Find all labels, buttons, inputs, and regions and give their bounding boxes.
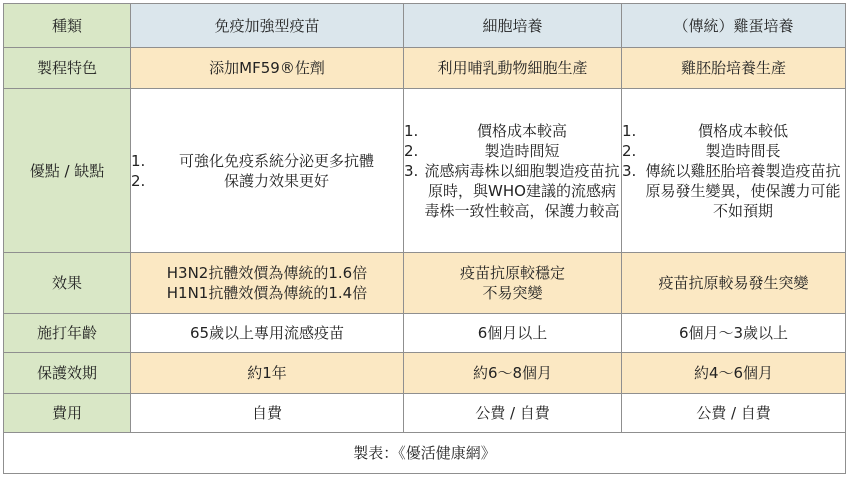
protection-adjuvanted: 約1年	[131, 353, 404, 394]
row-label-pros-cons: 優點 / 缺點	[4, 89, 131, 253]
row-label-age: 施打年齡	[4, 314, 131, 353]
pros-cons-list	[404, 121, 621, 221]
effect-line: 疫苗抗原較易發生突變	[658, 274, 809, 292]
table-row	[4, 48, 846, 89]
row-label-type: 種類	[4, 4, 131, 48]
protection-egg-based: 約4～6個月	[622, 353, 846, 394]
column-header-cell-culture: 細胞培養	[404, 4, 622, 48]
effect-line: 不易突變	[482, 284, 543, 302]
list-item: 2. 保護力效果更好	[131, 171, 329, 190]
effect-cell-culture	[404, 253, 622, 314]
effect-line: H3N2抗體效價為傳統的1.6倍	[166, 264, 368, 282]
table-row	[4, 253, 846, 314]
age-cell-culture: 6個月以上	[404, 314, 622, 353]
pros-cons-egg-based	[622, 89, 846, 253]
age-egg-based: 6個月～3歲以上	[622, 314, 846, 353]
list-item: 2. 製造時間短	[404, 141, 560, 160]
pros-cons-list	[622, 121, 845, 221]
table-credit: 製表：《優活健康網》	[4, 433, 846, 474]
column-header-adjuvanted: 免疫加強型疫苗	[131, 4, 404, 48]
header-row	[4, 4, 846, 48]
table-row	[4, 353, 846, 394]
effect-line: H1N1抗體效價為傳統的1.4倍	[166, 284, 368, 302]
row-label-effect: 效果	[4, 253, 131, 314]
process-cell-culture: 利用哺乳動物細胞生產	[404, 48, 622, 89]
row-label-process: 製程特色	[4, 48, 131, 89]
row-label-fee: 費用	[4, 394, 131, 433]
fee-cell-culture: 公費 / 自費	[404, 394, 622, 433]
pros-cons-adjuvanted	[131, 89, 404, 253]
age-adjuvanted: 65歲以上專用流感疫苗	[131, 314, 404, 353]
column-header-egg-based: （傳統）雞蛋培養	[622, 4, 846, 48]
footer-row	[4, 433, 846, 474]
row-label-protection: 保護效期	[4, 353, 131, 394]
pros-cons-cell-culture	[404, 89, 622, 253]
table-row	[4, 89, 846, 253]
effect-egg-based	[622, 253, 846, 314]
list-item: 3. 流感病毒株以細胞製造疫苗抗原時，與WHO建議的流感病毒株一致性較高，保護力較高	[404, 161, 620, 220]
list-item: 3. 傳統以雞胚胎培養製造疫苗抗原易發生變異，使保護力可能不如預期	[622, 161, 841, 220]
process-egg-based: 雞胚胎培養生產	[622, 48, 846, 89]
table-row	[4, 314, 846, 353]
list-item: 1. 價格成本較高	[404, 121, 567, 140]
effect-adjuvanted	[131, 253, 404, 314]
list-item: 1. 價格成本較低	[622, 121, 788, 140]
protection-cell-culture: 約6～8個月	[404, 353, 622, 394]
pros-cons-list	[131, 151, 403, 191]
list-item: 1. 可強化免疫系統分泌更多抗體	[131, 151, 374, 170]
vaccine-comparison-table	[3, 3, 846, 474]
process-adjuvanted: 添加MF59®佐劑	[131, 48, 404, 89]
effect-line: 疫苗抗原較穩定	[459, 264, 565, 282]
table-row	[4, 394, 846, 433]
fee-adjuvanted: 自費	[131, 394, 404, 433]
fee-egg-based: 公費 / 自費	[622, 394, 846, 433]
list-item: 2. 製造時間長	[622, 141, 781, 160]
